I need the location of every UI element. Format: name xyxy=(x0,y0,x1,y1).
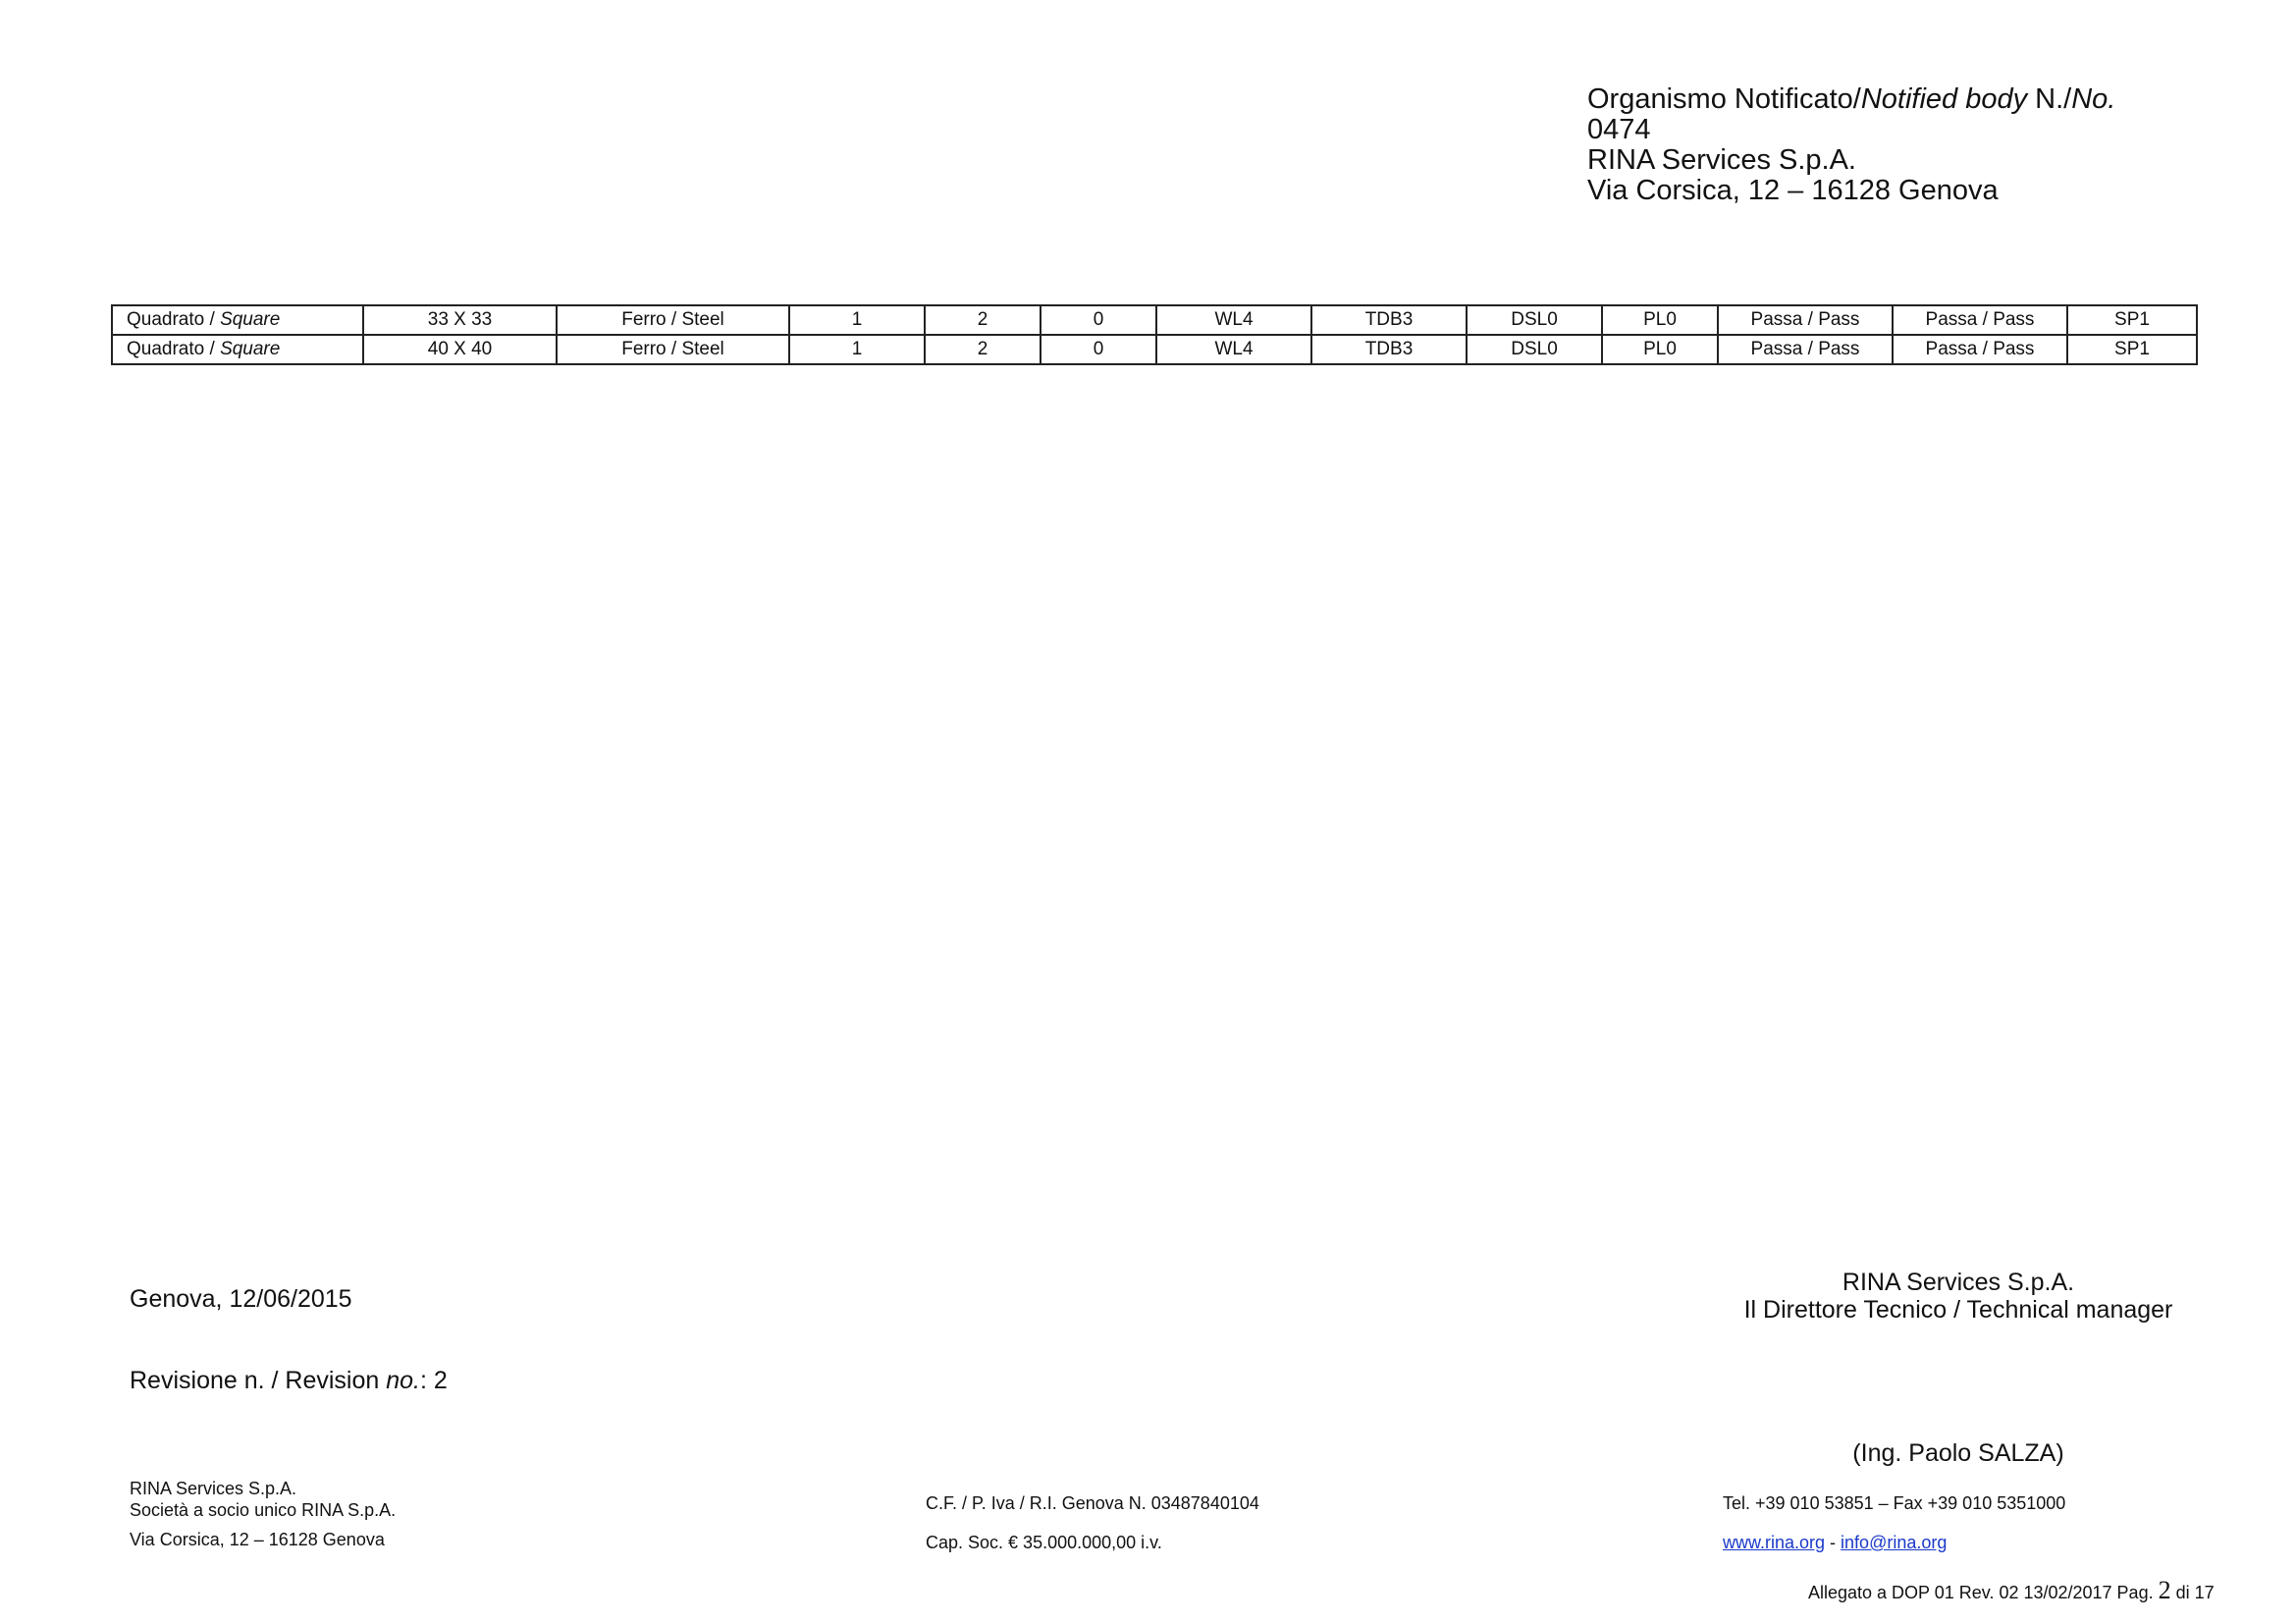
footer-address: Via Corsica, 12 – 16128 Genova xyxy=(130,1530,385,1549)
page-total: di 17 xyxy=(2170,1583,2215,1602)
table-cell: WL4 xyxy=(1156,335,1311,364)
notified-body-address: Via Corsica, 12 – 16128 Genova xyxy=(1587,175,1999,206)
table-cell: DSL0 xyxy=(1467,305,1602,335)
notified-body-company: RINA Services S.p.A. xyxy=(1587,144,1856,176)
table-cell: 2 xyxy=(925,305,1041,335)
notified-body-number: 0474 xyxy=(1587,114,1651,145)
notified-body-label-it: Organismo Notificato/ xyxy=(1587,84,1861,115)
table-cell: PL0 xyxy=(1602,305,1718,335)
table-cell: 1 xyxy=(789,335,925,364)
table-cell: Passa / Pass xyxy=(1718,335,1893,364)
page-reference-label: Allegato a DOP 01 Rev. 02 13/02/2017 Pag. xyxy=(1808,1583,2159,1602)
revision-number: : 2 xyxy=(420,1367,448,1394)
table-cell: TDB3 xyxy=(1311,305,1467,335)
table-cell: SP1 xyxy=(2067,335,2197,364)
table-cell: Passa / Pass xyxy=(1718,305,1893,335)
notified-body-header xyxy=(1587,84,2137,214)
link-separator: - xyxy=(1825,1533,1842,1552)
signatory-block xyxy=(1703,1269,2214,1324)
page-number: 2 xyxy=(2158,1576,2171,1604)
table-cell: PL0 xyxy=(1602,335,1718,364)
footer-company-sub: Società a socio unico RINA S.p.A. xyxy=(130,1500,397,1520)
notified-body-line xyxy=(1587,84,2137,115)
table-cell: WL4 xyxy=(1156,305,1311,335)
website-link[interactable]: www.rina.org xyxy=(1723,1533,1826,1552)
footer-links xyxy=(1723,1532,2065,1553)
table-cell: 0 xyxy=(1041,335,1156,364)
signatory-name: (Ing. Paolo SALZA) xyxy=(1852,1439,2064,1467)
revision-line xyxy=(130,1367,448,1395)
footer-capital: Cap. Soc. € 35.000.000,00 i.v. xyxy=(926,1533,1162,1552)
revision-no-label: no. xyxy=(386,1367,420,1394)
footer-contact-block xyxy=(1723,1492,2065,1553)
table-cell: Passa / Pass xyxy=(1893,305,2067,335)
table-cell: 0 xyxy=(1041,305,1156,335)
size-cell: 33 X 33 xyxy=(363,305,557,335)
footer-phone: Tel. +39 010 53851 – Fax +39 010 5351000 xyxy=(1723,1493,2066,1513)
footer-tax-id: C.F. / P. Iva / R.I. Genova N. 03487840104 xyxy=(926,1493,1259,1513)
notified-body-no-en: No. xyxy=(2071,84,2116,115)
shape-cell: Quadrato / Square xyxy=(112,305,363,335)
table-cell: 1 xyxy=(789,305,925,335)
footer-legal-block xyxy=(926,1492,1259,1553)
table-row xyxy=(112,335,2197,364)
signatory-role: Il Direttore Tecnico / Technical manager xyxy=(1743,1296,2173,1324)
size-cell: 40 X 40 xyxy=(363,335,557,364)
table-cell: TDB3 xyxy=(1311,335,1467,364)
shape-cell: Quadrato / Square xyxy=(112,335,363,364)
page-reference xyxy=(1808,1576,2215,1605)
footer-company: RINA Services S.p.A. xyxy=(130,1479,297,1498)
table-row xyxy=(112,305,2197,335)
email-link[interactable]: info@rina.org xyxy=(1841,1533,1948,1552)
footer-company-block xyxy=(130,1478,396,1550)
table-cell: Passa / Pass xyxy=(1893,335,2067,364)
place-date: Genova, 12/06/2015 xyxy=(130,1285,352,1313)
table-cell: 2 xyxy=(925,335,1041,364)
table-cell: DSL0 xyxy=(1467,335,1602,364)
material-cell: Ferro / Steel xyxy=(557,305,789,335)
revision-label: Revisione n. / Revision xyxy=(130,1367,387,1394)
material-cell: Ferro / Steel xyxy=(557,335,789,364)
product-table xyxy=(111,304,2196,365)
signatory-company: RINA Services S.p.A. xyxy=(1842,1269,2075,1296)
notified-body-label-en: Notified body xyxy=(1860,84,2028,115)
table-cell: SP1 xyxy=(2067,305,2197,335)
notified-body-no-it: N./ xyxy=(2027,84,2072,115)
